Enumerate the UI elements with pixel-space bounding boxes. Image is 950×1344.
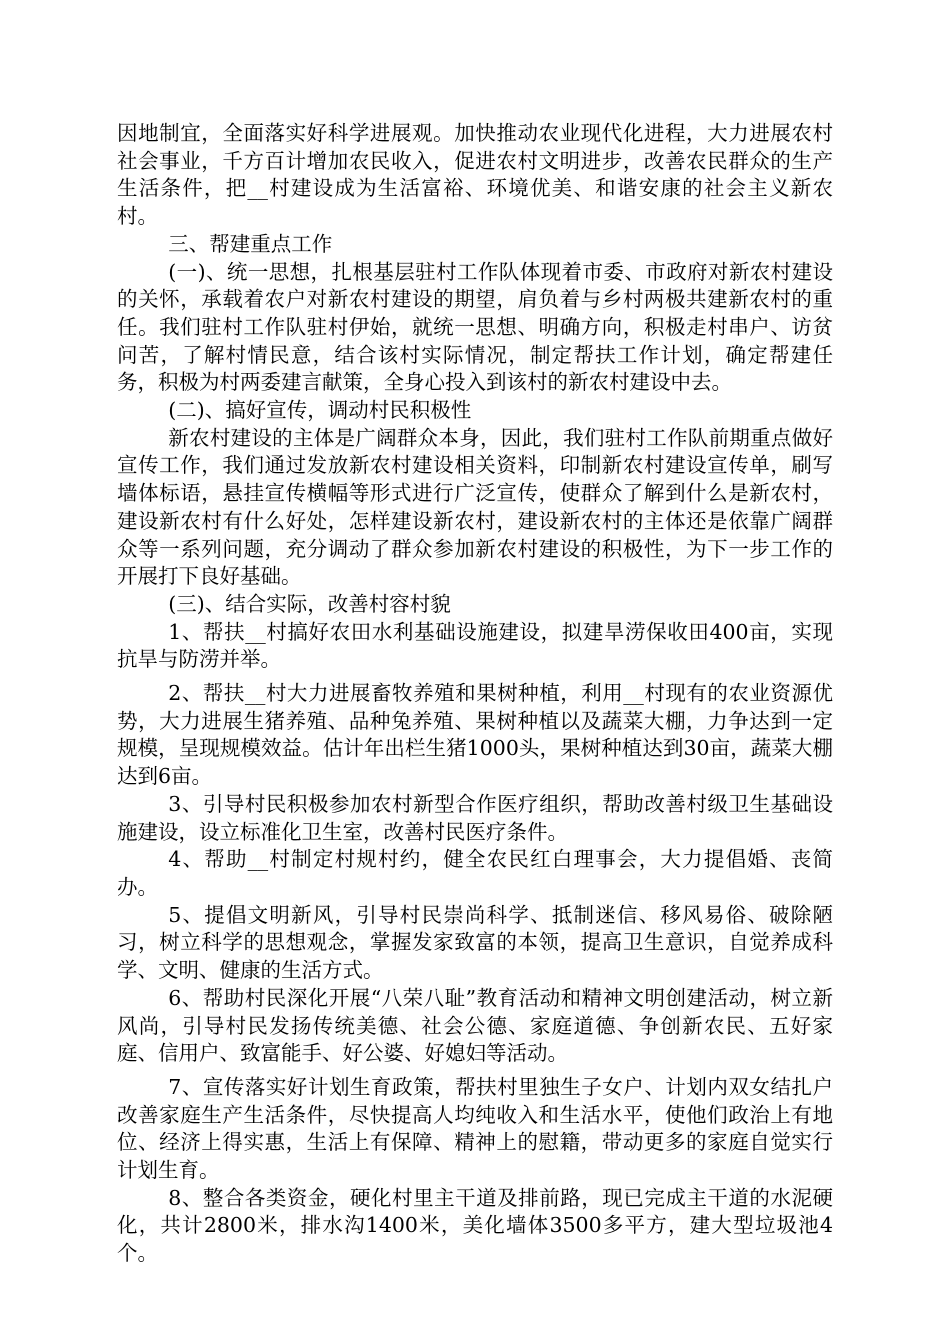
list-item-4: 4、帮助__村制定村规村约，健全农民红白理事会，大力提倡婚、丧简办。 bbox=[117, 847, 833, 899]
subheading-publicity: (二)、搞好宣传，调动村民积极性 bbox=[168, 398, 472, 423]
document-body bbox=[117, 120, 833, 1268]
section-heading-3: 三、帮建重点工作 bbox=[168, 231, 333, 256]
list-item-6: 6、帮助村民深化开展“八荣八耻”教育活动和精神文明创建活动，树立新风尚，引导村民发扬传统美德、社会公德、家庭道德、争创新农民、五好家庭、信用户、致富能手、好公婆、好媳妇等活动。 bbox=[117, 985, 833, 1066]
list-item-5: 5、提倡文明新风，引导村民崇尚科学、抵制迷信、移风易俗、破除陋习，树立科学的思想观念，掌握发家致富的本领，提高卫生意识，自觉养成科学、文明、健康的生活方式。 bbox=[117, 902, 833, 983]
list-item-2: 2、帮扶__村大力进展畜牧养殖和果树种植，利用__村现有的农业资源优势，大力进展生猪养殖、品种兔养殖、果树种植以及蔬菜大棚，力争达到一定规模，呈现规模效益。估计年出栏生猪1000头，果树种植达到30亩，蔬菜大棚达到6亩。 bbox=[117, 681, 833, 789]
paragraph-unify-thinking: (一)、统一思想，扎根基层驻村工作队体现着市委、市政府对新农村建设的关怀，承载着农户对新农村建设的期望，肩负着与乡村两极共建新农村的重任。我们驻村工作队驻村伊始，就统一思想、明确方向，积极走村串户、访贫问苦，了解村情民意，结合该村实际情况，制定帮扶工作计划，确定帮建任务，积极为村两委建言献策，全身心投入到该村的新农村建设中去。 bbox=[117, 259, 833, 395]
paragraph-intro: 因地制宜，全面落实好科学进展观。加快推动农业现代化进程，大力进展农村社会事业，千方百计增加农民收入，促进农村文明进步，改善农民群众的生产生活条件，把__村建设成为生活富裕、环境优美、和谐安康的社会主义新农村。 bbox=[117, 121, 833, 229]
list-item-3: 3、引导村民积极参加农村新型合作医疗组织，帮助改善村级卫生基础设施建设，设立标准化卫生室，改善村民医疗条件。 bbox=[117, 791, 833, 844]
list-item-7: 7、宣传落实好计划生育政策，帮扶村里独生子女户、计划内双女结扎户改善家庭生产生活条件，尽快提高人均纯收入和生活水平，使他们政治上有地位、经济上得实惠，生活上有保障、精神上的慰籍，带动更多的家庭自觉实行计划生育。 bbox=[117, 1074, 833, 1183]
list-item-8: 8、整合各类资金，硬化村里主干道及排前路，现已完成主干道的水泥硬化，共计2800米，排水沟1400米，美化墙体3500多平方，建大型垃圾池4个。 bbox=[117, 1185, 833, 1266]
list-item-1: 1、帮扶__村搞好农田水利基础设施建设，拟建旱涝保收田400亩，实现抗旱与防涝并举。 bbox=[117, 619, 833, 672]
paragraph-publicity: 新农村建设的主体是广阔群众本身，因此，我们驻村工作队前期重点做好宣传工作，我们通过发放新农村建设相关资料，印制新农村建设宣传单，刷写墙体标语，悬挂宣传横幅等形式进行广泛宣传，使群众了解到什么是新农村，建设新农村有什么好处，怎样建设新农村，建设新农村的主体还是依靠广阔群众等一系列问题，充分调动了群众参加新农村建设的积极性，为下一步工作的开展打下良好基础。 bbox=[117, 425, 833, 589]
subheading-village-appearance: (三)、结合实际，改善村容村貌 bbox=[168, 591, 451, 616]
